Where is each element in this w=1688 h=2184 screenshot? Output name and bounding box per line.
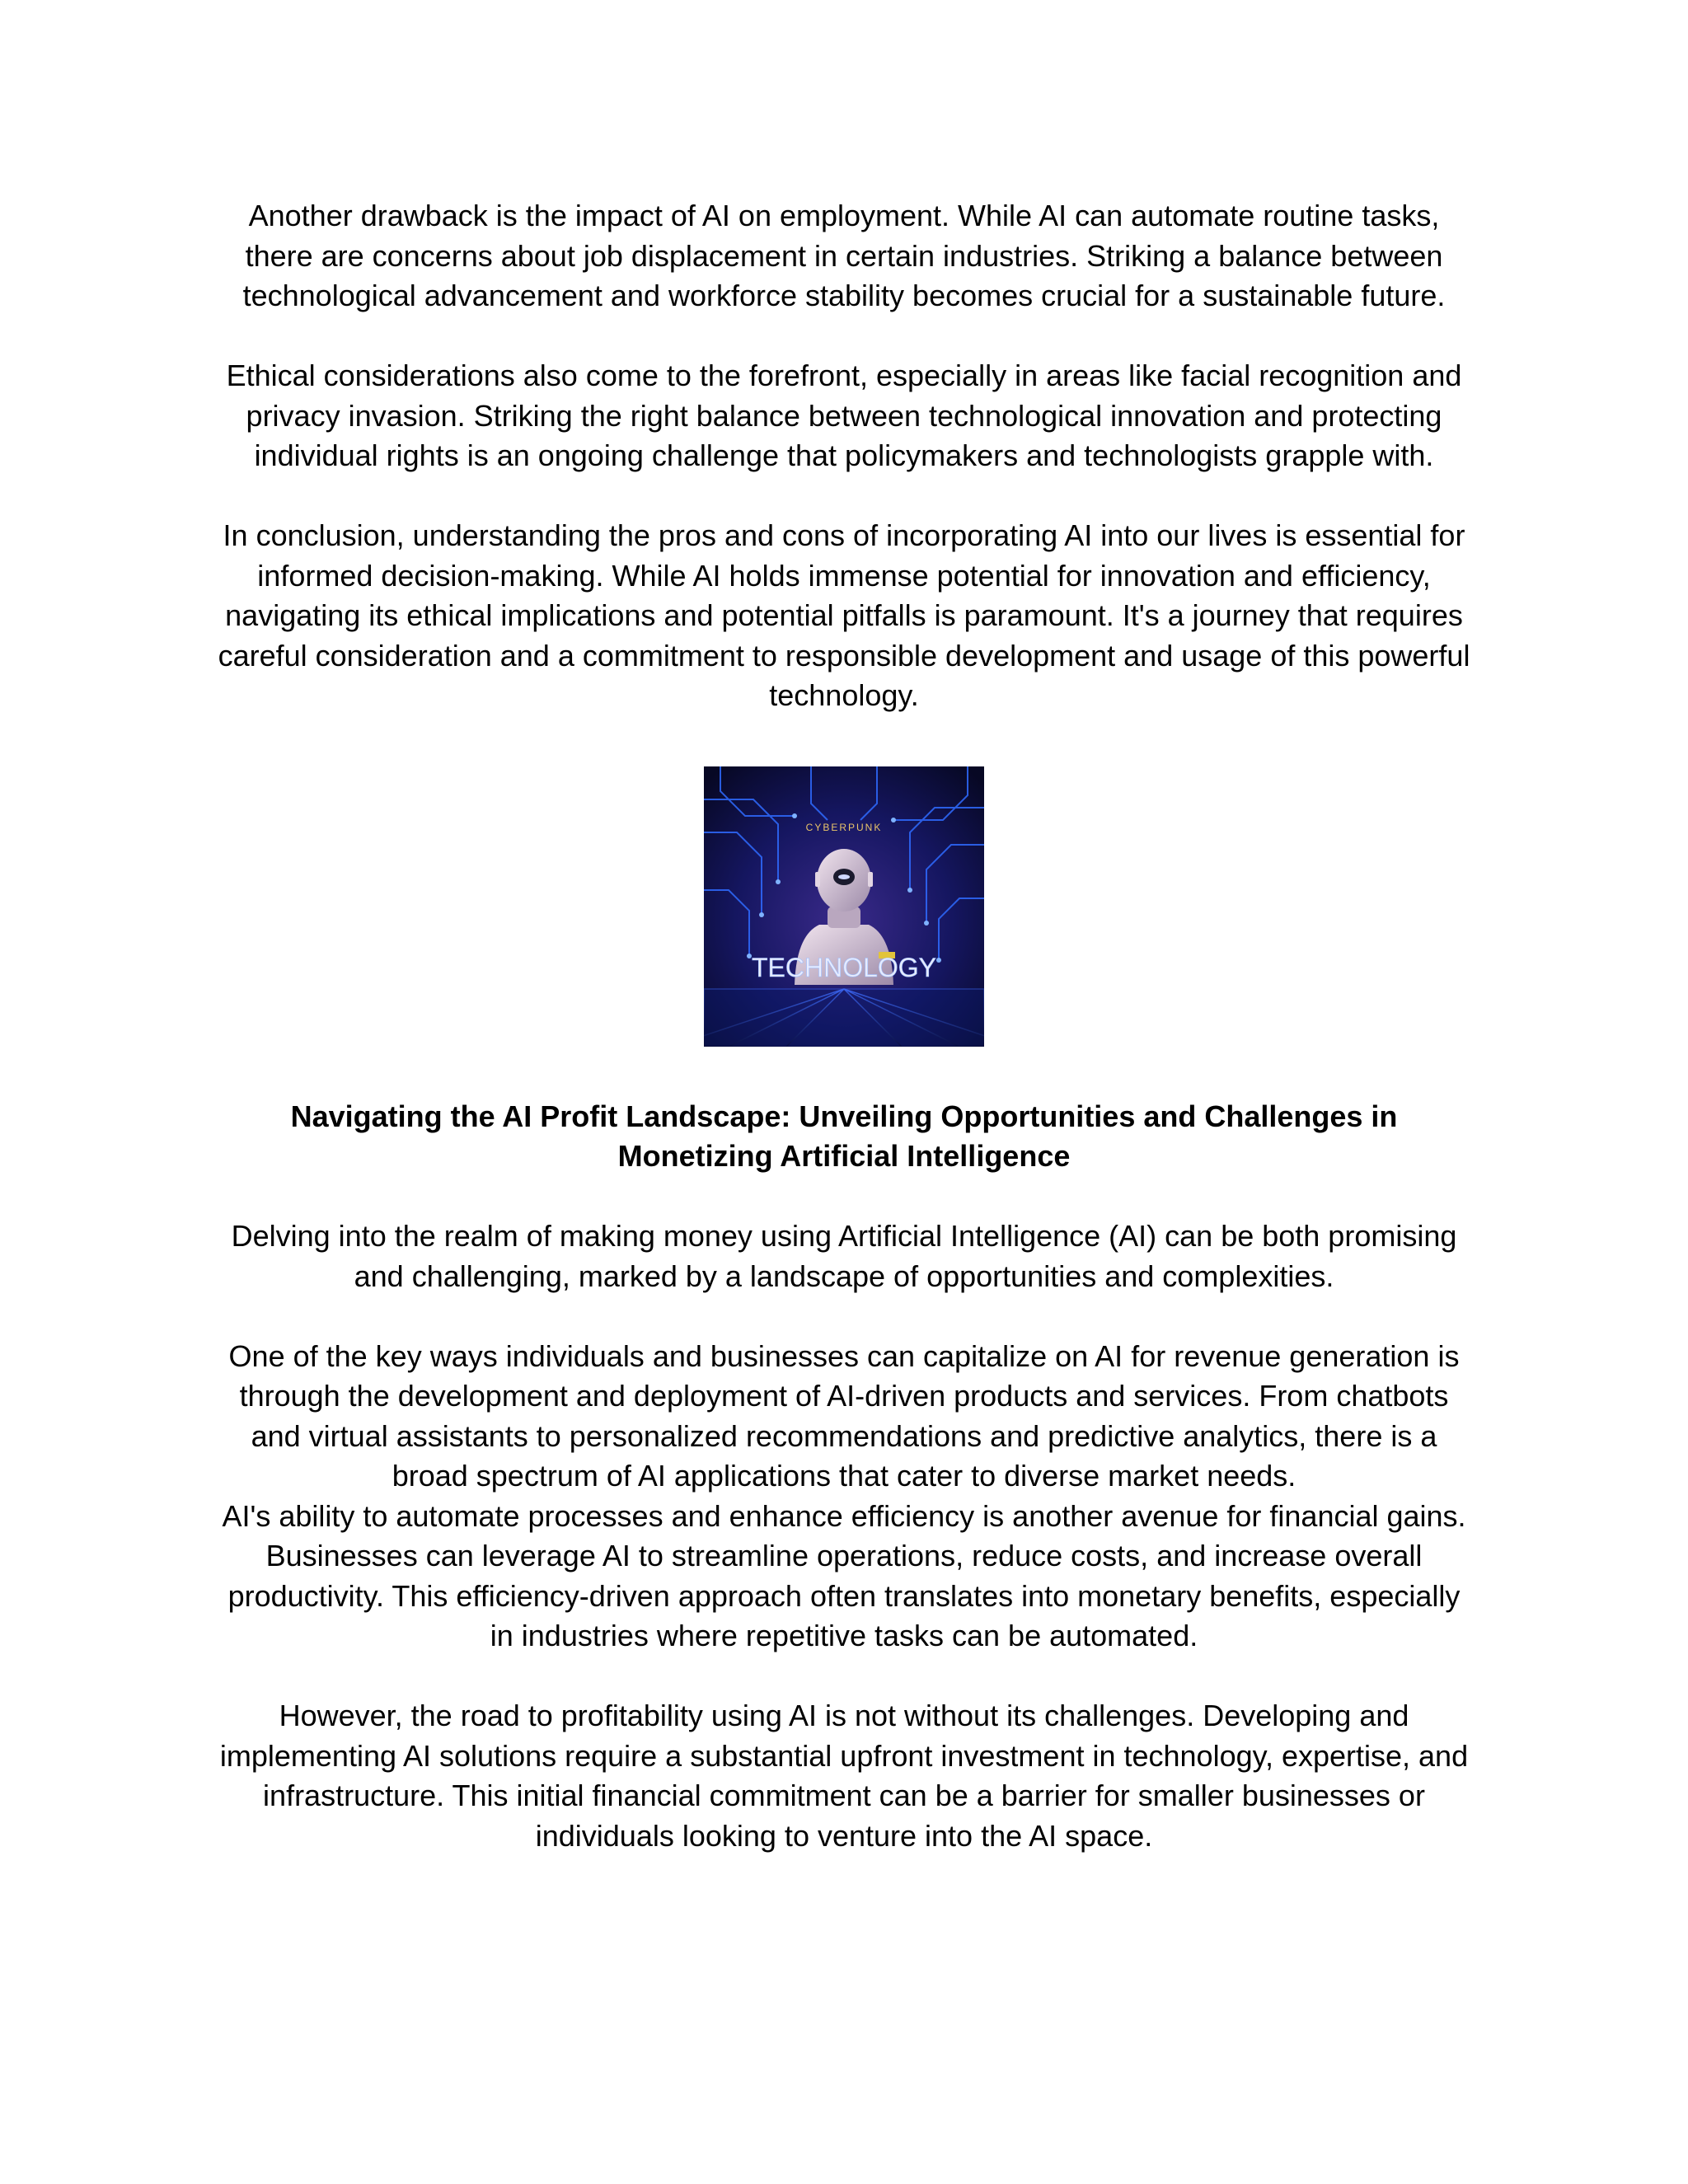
paragraph-conclusion: In conclusion, understanding the pros and cons of incorporating AI into our lives is essential for informed decision-making. While AI holds immense potential for innovation and efficiency, navigating its ethical implications and potential pitfalls is paramount. It's a journey that requires careful consideration and a commitment to responsible development and usage of this powerful technology. — [218, 518, 1470, 712]
paragraph-spacer — [198, 316, 1490, 357]
paragraph-ethics: Ethical considerations also come to the forefront, especially in areas like facial recognition and privacy invasion. Striking the right balance between technological innovation and protecting individual rights is an ongoing challenge that policymakers and technologists grapple with. — [226, 359, 1462, 472]
paragraph-spacer — [198, 1657, 1490, 1697]
paragraph-key-ways: One of the key ways individuals and businesses can capitalize on AI for revenue generation is through the development and deployment of AI-driven products and services. From chatbots and virtual assistants to personalized recommendations and predictive analytics, there is a broad spectrum of AI applications that cater to diverse market needs. AI's ability to automate processes and enhance efficiency is another avenue for financial gains. Businesses can leverage AI to streamline operations, reduce costs, and increase overall productivity. This efficiency-driven approach often translates into monetary benefits, especially in industries where repetitive tasks can be automated. — [222, 1338, 1466, 1652]
paragraph-challenges: However, the road to profitability using AI is not without its challenges. Developing and implementing AI solutions require a substantial upfront investment in technology, expertise, and infrastructure. This initial financial commitment can be a barrier for smaller businesses or individuals looking to venture into the AI space. — [219, 1699, 1469, 1853]
section-heading: Navigating the AI Profit Landscape: Unveiling Opportunities and Challenges in Monetizing Artificial Intelligence — [290, 1099, 1398, 1173]
image-bottom-label: TECHNOLOGY — [751, 952, 937, 982]
figure-container — [198, 766, 1490, 1047]
image-top-label: CYBERPUNK — [805, 821, 883, 833]
cyberpunk-technology-image — [704, 766, 984, 1047]
document-page — [198, 196, 1490, 1856]
paragraph-employment: Another drawback is the impact of AI on employment. While AI can automate routine tasks, there are concerns about job displacement in certain industries. Striking a balance between technological advancement and workforce stability becomes crucial for a sustainable future. — [242, 199, 1446, 312]
paragraph-spacer — [198, 476, 1490, 517]
paragraph-spacer — [198, 1177, 1490, 1217]
paragraph-delving: Delving into the realm of making money using Artificial Intelligence (AI) can be both promising and challenging, marked by a landscape of opportunities and complexities. — [231, 1219, 1457, 1293]
paragraph-spacer — [198, 1296, 1490, 1337]
